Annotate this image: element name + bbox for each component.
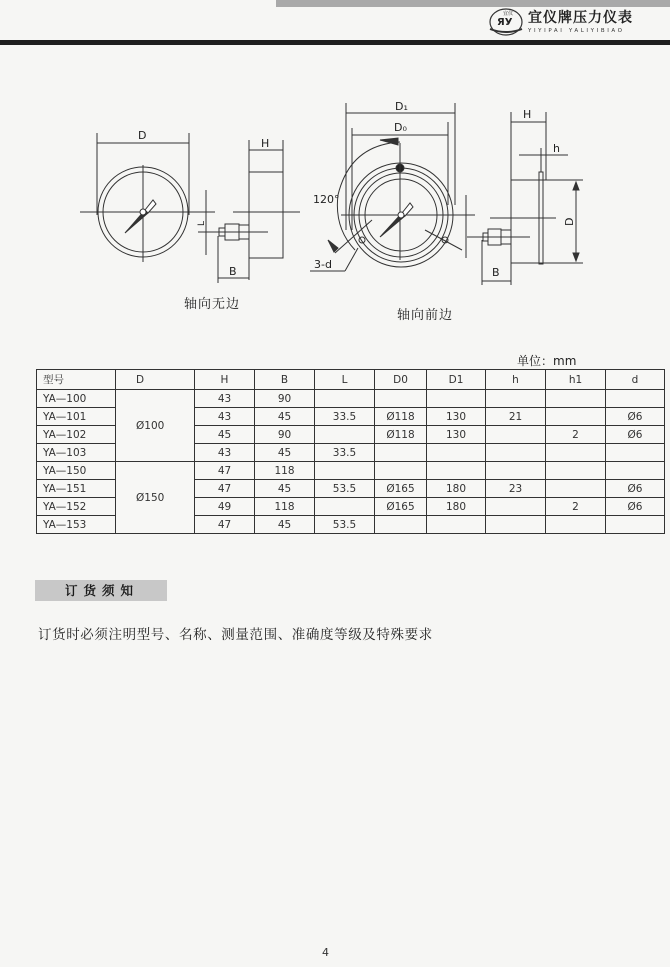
ordering-notice-text: 订货时必须注明型号、名称、测量范围、准确度等级及特殊要求 xyxy=(38,627,433,643)
col-header: B xyxy=(255,370,315,390)
svg-text:D: D xyxy=(563,217,576,226)
axial-front-flange-front-view xyxy=(310,103,475,271)
svg-text:L: L xyxy=(197,220,207,226)
svg-text:h: h xyxy=(553,142,560,155)
svg-text:D₁: D₁ xyxy=(395,100,408,113)
unit-label: 单位：mm xyxy=(517,354,577,368)
col-header: L xyxy=(315,370,375,390)
table-row: YA—103 43 45 33.5 xyxy=(37,444,665,462)
svg-text:3-d: 3-d xyxy=(314,258,332,271)
svg-text:D₀: D₀ xyxy=(394,121,407,134)
caption-axial-no-flange: 轴向无边 xyxy=(184,297,241,312)
col-header: D0 xyxy=(375,370,427,390)
svg-text:H: H xyxy=(523,108,532,121)
gauge-dimension-drawings xyxy=(0,0,670,330)
dimension-table xyxy=(36,369,665,534)
page-number: 4 xyxy=(322,946,329,959)
table-row: YA—152 49 118 Ø165 180 2 Ø6 xyxy=(37,498,665,516)
col-header: 型号 xyxy=(37,370,116,390)
axial-no-flange-front-view xyxy=(80,133,215,262)
table-row: YA—102 45 90 Ø118 130 2 Ø6 xyxy=(37,426,665,444)
col-header: h1 xyxy=(546,370,606,390)
brand-name-en: YIYIPAI YALIYIBIAO xyxy=(528,27,625,34)
col-header: d xyxy=(606,370,665,390)
table-row: YA—151 47 45 53.5 Ø165 180 23 Ø6 xyxy=(37,480,665,498)
svg-text:B: B xyxy=(492,266,500,279)
table-row: YA—153 47 45 53.5 xyxy=(37,516,665,534)
brand-name-cn: 宜仪牌压力仪表 xyxy=(528,9,633,26)
ordering-notice-heading: 订货须知 xyxy=(35,580,167,601)
table-row: YA—150 Ø150 47 118 xyxy=(37,462,665,480)
axial-front-flange-side-view xyxy=(467,112,583,285)
table-header-row xyxy=(37,370,665,390)
col-header: H xyxy=(195,370,255,390)
svg-text:H: H xyxy=(261,137,270,150)
svg-text:B: B xyxy=(229,265,237,278)
caption-axial-front-flange: 轴向前边 xyxy=(397,308,454,323)
svg-text:ЯУ: ЯУ xyxy=(497,17,513,28)
svg-text:120°: 120° xyxy=(313,193,340,206)
svg-text:D: D xyxy=(138,129,147,142)
col-header: D1 xyxy=(427,370,486,390)
table-row: YA—101 43 45 33.5 Ø118 130 21 Ø6 xyxy=(37,408,665,426)
table-row: YA—100 Ø100 43 90 xyxy=(37,390,665,408)
group-diameter: Ø150 xyxy=(116,462,195,534)
col-header: D xyxy=(116,370,195,390)
group-diameter: Ø100 xyxy=(116,390,195,462)
col-header: h xyxy=(486,370,546,390)
svg-text:宜仪: 宜仪 xyxy=(503,11,514,17)
